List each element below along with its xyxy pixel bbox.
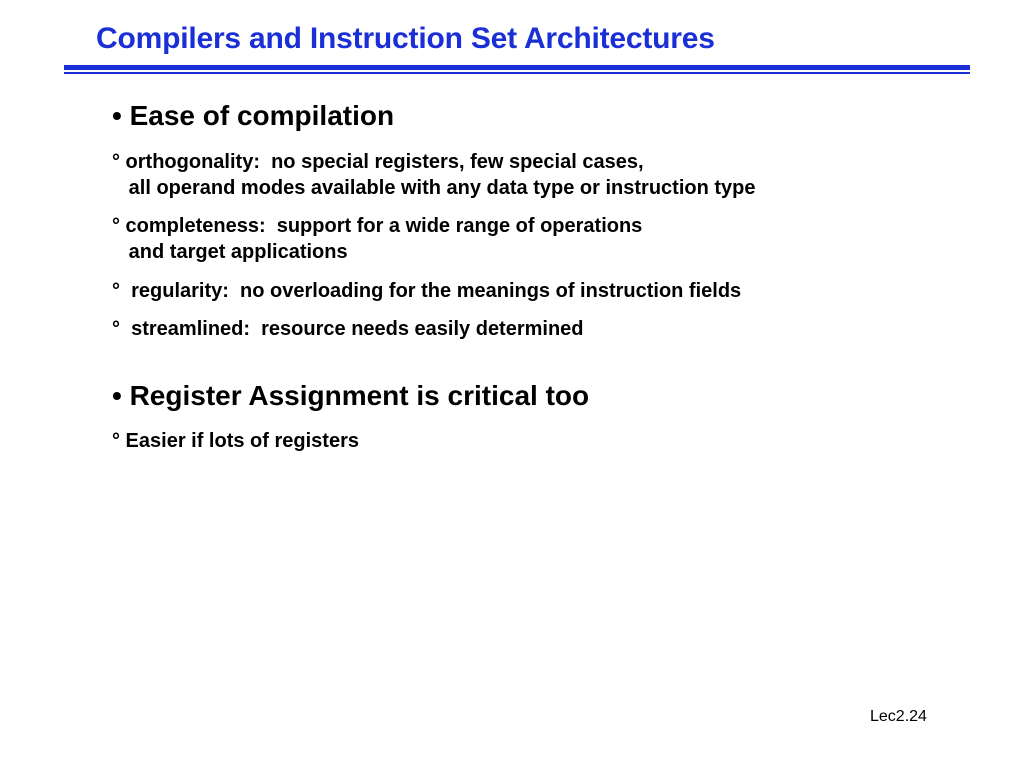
list-item-line: ° regularity: no overloading for the meanings of instruction fields: [112, 280, 742, 302]
section-heading-ease-of-compilation: • Ease of compilation: [112, 100, 395, 131]
slide-number: Lec2.24: [870, 708, 927, 725]
list-item-line: and target applications: [112, 241, 348, 263]
list-item-orthogonality: [112, 149, 756, 201]
list-item-line: ° completeness: support for a wide range of operations: [112, 215, 643, 237]
title-underline-thin: [64, 72, 970, 74]
title-underline-thick: [64, 65, 970, 70]
list-item-regularity: [112, 278, 741, 304]
list-item-line: ° orthogonality: no special registers, few special cases,: [112, 151, 644, 173]
list-item-line: ° streamlined: resource needs easily determined: [112, 318, 584, 340]
list-item-easier-registers: [112, 428, 359, 454]
list-item-streamlined: [112, 316, 584, 342]
list-item-line: ° Easier if lots of registers: [112, 430, 359, 452]
list-item-line: all operand modes available with any data type or instruction type: [112, 177, 756, 199]
slide-title: Compilers and Instruction Set Architectures: [96, 22, 715, 55]
list-item-completeness: [112, 213, 642, 265]
section-heading-register-assignment: • Register Assignment is critical too: [112, 380, 590, 411]
